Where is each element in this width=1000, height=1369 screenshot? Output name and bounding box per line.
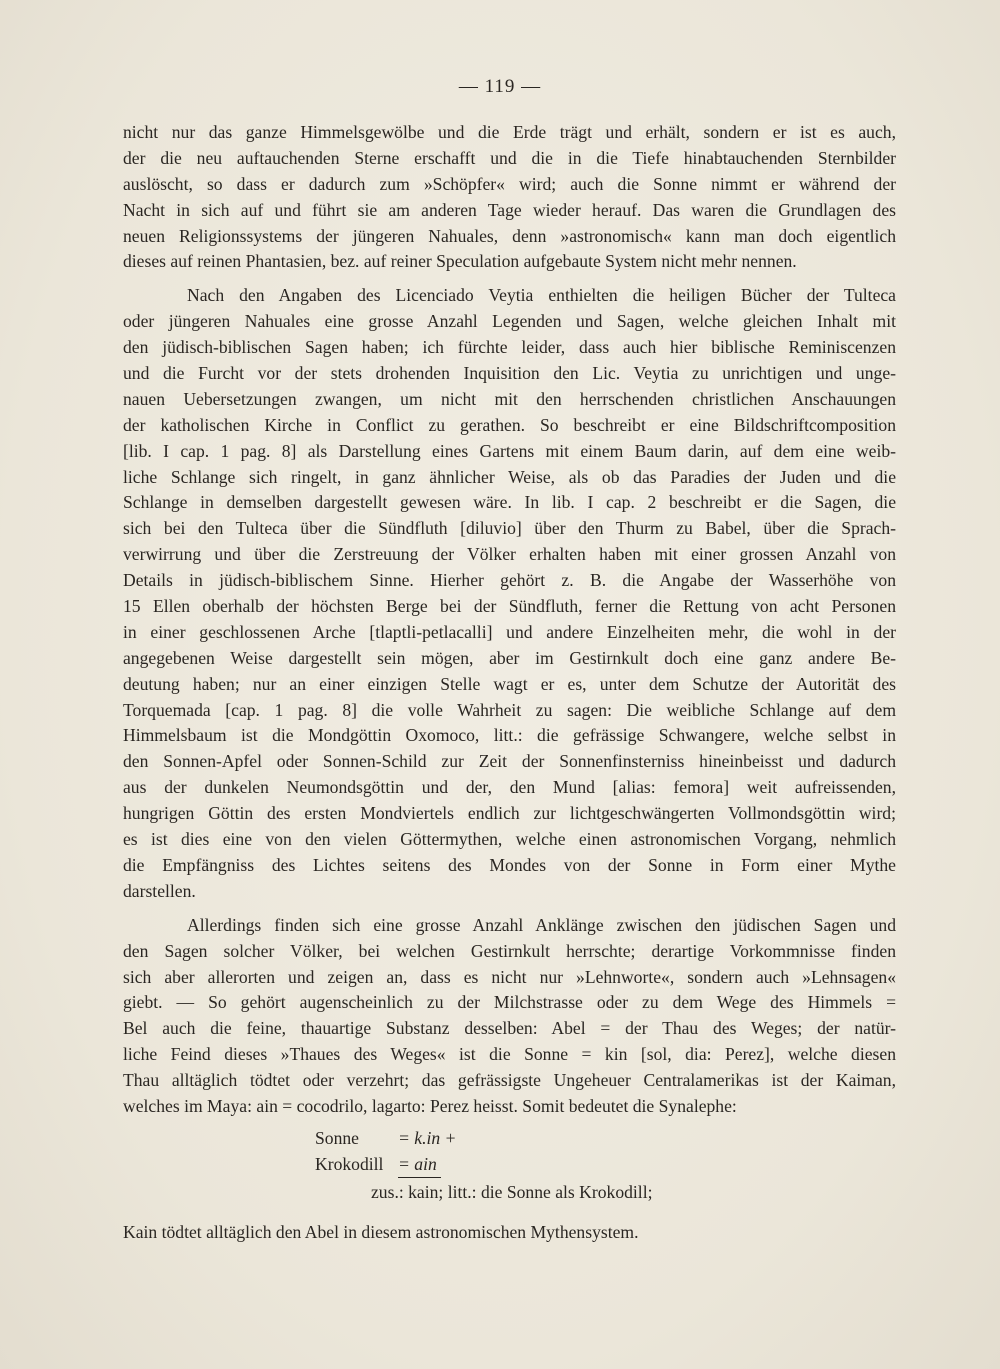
text-line: Allerdings finden sich eine grosse Anzahl Anklänge zwischen den jüdischen Sagen und bbox=[187, 914, 896, 935]
text-line: giebt. — So gehört augenscheinlich zu der Milchstrasse oder zu dem Wege des Himmels = bbox=[123, 992, 896, 1013]
text-line: oder jüngeren Nahuales eine grosse Anzahl Legenden und Sagen, welche gleichen Inhalt mit bbox=[123, 311, 896, 332]
text-line: neuen Religionssystems der jüngeren Nahuales, denn »astronomisch« kann man doch eigentlich bbox=[123, 225, 896, 246]
text-line: den Sonnen-Apfel oder Sonnen-Schild zur Zeit der Sonnenfinsterniss hineinbeisst und dadurch bbox=[123, 751, 896, 772]
text-line: darstellen. bbox=[123, 880, 196, 901]
synalephe-formula bbox=[123, 1122, 896, 1212]
formula-value-kin: = k.in + bbox=[398, 1127, 457, 1148]
text-line: liche Feind dieses »Thaues des Weges« ist die Sonne = kin [sol, dia: Perez], welche diesen bbox=[123, 1044, 896, 1065]
text-line: Nach den Angaben des Licenciado Veytia enthielten die heiligen Bücher der Tulteca bbox=[187, 285, 896, 306]
text-line: der katholischen Kirche in Conflict zu gerathen. So beschreibt er eine Bildschriftcomposition bbox=[123, 414, 896, 435]
body-text bbox=[123, 120, 896, 1246]
text-line: verwirrung und über die Zerstreuung der Völker erhalten haben mit einer grossen Anzahl von bbox=[123, 544, 896, 565]
text-line: die Empfängniss des Lichtes seitens des Mondes von der Sonne in Form einer Mythe bbox=[123, 854, 896, 875]
text-line: deutung haben; nur an einer einzigen Stelle wagt er es, unter dem Schutze der Autorität des bbox=[123, 673, 896, 694]
formula-value-ain: = ain bbox=[398, 1152, 441, 1178]
text-line: Torquemada [cap. 1 pag. 8] die volle Wahrheit zu sagen: Die weibliche Schlange auf dem bbox=[123, 699, 896, 720]
text-line: den jüdisch-biblischen Sagen haben; ich fürchte leider, dass auch hier biblische Reminiscenzen bbox=[123, 337, 896, 358]
formula-result: zus.: kain; litt.: die Sonne als Krokodill; bbox=[371, 1181, 653, 1202]
text-line: sich aber allerorten und zeigen an, dass es nicht nur »Lehnworte«, sondern auch »Lehnsagen« bbox=[123, 966, 896, 987]
text-line: Himmelsbaum ist die Mondgöttin Oxomoco, litt.: die gefrässige Schwangere, welche selbst in bbox=[123, 725, 896, 746]
closing-line: Kain tödtet alltäglich den Abel in diesem astronomischen Mythensystem. bbox=[123, 1221, 639, 1242]
text-line: sich bei den Tulteca über die Sündfluth [diluvio] über den Thurm zu Babel, über die Sprach- bbox=[123, 518, 896, 539]
text-line: Bel auch die feine, thauartige Substanz desselben: Abel = der Thau des Weges; der natür- bbox=[123, 1018, 896, 1039]
text-line: angegebenen Weise dargestellt sein mögen, aber im Gestirnkult doch eine ganz andere Be- bbox=[123, 647, 896, 668]
text-line: Details in jüdisch-biblischem Sinne. Hierher gehört z. B. die Angabe der Wasserhöhe von bbox=[123, 570, 896, 591]
text-line: 15 Ellen oberhalb der höchsten Berge bei der Sündfluth, ferner die Rettung von acht Personen bbox=[123, 596, 896, 617]
text-line: liche Schlange sich ringelt, in ganz ähnlicher Weise, als ob das Paradies der Juden und die bbox=[123, 466, 896, 487]
text-line: auslöscht, so dass er dadurch zum »Schöpfer« wird; auch die Sonne nimmt er während der bbox=[123, 173, 896, 194]
text-line: nauen Uebersetzungen zwangen, um nicht mit den herrschenden christlichen Anschauungen bbox=[123, 388, 896, 409]
text-line: in einer geschlossenen Arche [tlaptli-petlacalli] und andere Einzelheiten mehr, die wohl in der bbox=[123, 621, 896, 642]
paragraph-3 bbox=[123, 913, 896, 1120]
text-line: es ist dies eine von den vielen Göttermythen, welche einen astronomischen Vorgang, nehmlich bbox=[123, 829, 896, 850]
text-line: [lib. I cap. 1 pag. 8] als Darstellung eines Gartens mit einem Baum darin, auf dem eine weib- bbox=[123, 440, 896, 461]
text-line: dieses auf reinen Phantasien, bez. auf reiner Speculation aufgebaute System nicht mehr nennen. bbox=[123, 251, 797, 272]
text-line: und die Furcht vor der stets drohenden Inquisition den Lic. Veytia zu unrichtigen und unge- bbox=[123, 363, 896, 384]
text-line: welches im Maya: ain = cocodrilo, lagarto: Perez heisst. Somit bedeutet die Synalephe: bbox=[123, 1095, 737, 1116]
page-number: — 119 — bbox=[458, 76, 542, 97]
text-line: nicht nur das ganze Himmelsgewölbe und die Erde trägt und erhält, sondern er ist es auch, bbox=[123, 122, 896, 142]
text-line: Thau alltäglich tödtet oder verzehrt; das gefrässigste Ungeheuer Centralamerikas ist der Kaiman, bbox=[123, 1070, 896, 1091]
text-line: Schlange in demselben dargestellt gewesen wäre. In lib. I cap. 2 beschreibt er die Sagen, die bbox=[123, 492, 896, 513]
paragraph-2 bbox=[123, 283, 896, 904]
text-line: hungrigen Göttin des ersten Mondviertels endlich zur lichtgeschwängerten Vollmondsgöttin wird; bbox=[123, 803, 896, 824]
text-line: den Sagen solcher Völker, bei welchen Gestirnkult herrschte; derartige Vorkommnisse finden bbox=[123, 940, 896, 961]
formula-label-krokodill: Krokodill bbox=[315, 1153, 384, 1174]
text-line: aus der dunkelen Neumondsgöttin und der, den Mund [alias: femora] weit aufreissenden, bbox=[123, 777, 896, 798]
text-line: Nacht in sich auf und führt sie am anderen Tage wieder herauf. Das waren die Grundlagen des bbox=[123, 199, 896, 220]
formula-label-sonne: Sonne bbox=[315, 1127, 359, 1148]
text-line: der die neu auftauchenden Sterne erschafft und die in die Tiefe hinabtauchenden Sternbilder bbox=[123, 147, 896, 168]
paragraph-1 bbox=[123, 120, 896, 275]
